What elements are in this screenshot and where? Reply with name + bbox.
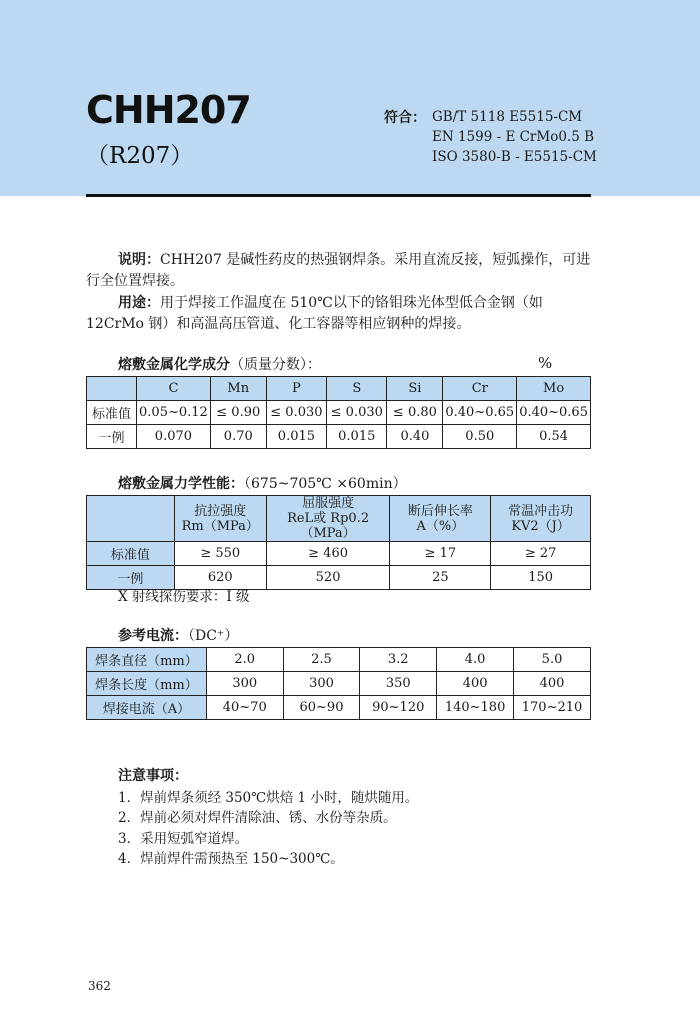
table-row [87, 401, 591, 425]
table-cell: ≥ 460 [266, 542, 390, 566]
table-cell: 0.40 [387, 425, 443, 449]
header-cell: Si [387, 377, 443, 401]
row-header: 焊条长度（mm） [87, 672, 207, 696]
header-line: 断后伸长率 [407, 503, 473, 519]
header-cell [87, 496, 175, 542]
table-cell: 0.50 [443, 425, 517, 449]
current-title [118, 625, 238, 645]
standard-item: GB/T 5118 E5515-CM [432, 109, 583, 125]
mechanical-table [86, 495, 591, 590]
row-header: 标准值 [87, 542, 175, 566]
header-line: Rm（MPa） [181, 518, 259, 534]
header-cell [266, 496, 390, 542]
table-row [87, 696, 591, 720]
product-alias: （R207） [86, 143, 194, 169]
table-cell: 25 [390, 566, 491, 590]
table-row [87, 425, 591, 449]
table-cell: ≤ 0.80 [387, 401, 443, 425]
page-number: 362 [88, 979, 111, 993]
header-line: 常温冲击功 [508, 503, 574, 519]
table-row [87, 672, 591, 696]
header-line: A（%） [416, 518, 465, 534]
table-cell: 40~70 [206, 696, 283, 720]
row-header: 焊接电流（A） [87, 696, 207, 720]
current-label: 参考电流： [118, 628, 188, 644]
chemistry-table [86, 376, 591, 449]
table-row [87, 542, 591, 566]
table-cell: 520 [266, 566, 390, 590]
description-label: 说明： [118, 252, 160, 268]
table-cell: ≤ 0.90 [210, 401, 266, 425]
header-line: KV2（J） [511, 518, 570, 534]
table-cell: 0.015 [266, 425, 326, 449]
table-cell: 300 [206, 672, 283, 696]
table-cell: 170~210 [514, 696, 591, 720]
table-header-row [87, 377, 591, 401]
notes-title: 注意事项： [118, 768, 188, 784]
table-cell: 0.70 [210, 425, 266, 449]
header-cell [491, 496, 591, 542]
description-text: CHH207 是碱性药皮的热强钢焊条。采用直流反接，短弧操作，可进行全位置焊接。 [86, 252, 591, 289]
header-rule [86, 194, 591, 197]
table-cell: 2.5 [283, 648, 360, 672]
row-header: 焊条直径（mm） [87, 648, 207, 672]
table-cell: 400 [437, 672, 514, 696]
header-cell: Cr [443, 377, 517, 401]
standard-item: ISO 3580-B - E5515-CM [432, 149, 597, 165]
table-cell: 620 [174, 566, 266, 590]
note-item: 2．焊前必须对焊件清除油、锈、水份等杂质。 [118, 810, 397, 826]
header-line: 抗拉强度 [194, 503, 247, 519]
header-cell: P [266, 377, 326, 401]
product-model: CHH207 [86, 88, 251, 132]
chemistry-suffix: （质量分数）： [230, 357, 321, 373]
table-cell: 350 [360, 672, 437, 696]
usage-text: 用于焊接工作温度在 510℃以下的铬钼珠光体型低合金钢（如 12CrMo 钢）和高温高压管道、化工容器等相应钢种的焊接。 [86, 295, 543, 332]
mechanical-suffix: （675~705℃ ×60min） [244, 476, 407, 492]
notes-section [118, 766, 418, 870]
current-table [86, 647, 591, 720]
description-paragraph [86, 250, 591, 292]
note-item: 1．焊前焊条须经 350℃烘焙 1 小时，随烘随用。 [118, 789, 419, 806]
table-row [87, 648, 591, 672]
mechanical-label: 熔敷金属力学性能： [118, 476, 244, 492]
standard-item: EN 1599 - E CrMo0.5 B [432, 129, 595, 145]
header-band [0, 0, 700, 196]
header-cell [390, 496, 491, 542]
standards-list [432, 107, 597, 167]
table-header-row [87, 496, 591, 542]
table-cell: 300 [283, 672, 360, 696]
table-cell: 0.40~0.65 [517, 401, 591, 425]
chemistry-label: 熔敷金属化学成分 [118, 357, 230, 373]
table-cell: 90~120 [360, 696, 437, 720]
row-header: 一例 [87, 425, 137, 449]
row-header: 一例 [87, 566, 175, 590]
table-cell: ≥ 550 [174, 542, 266, 566]
header-cell [174, 496, 266, 542]
table-cell: ≥ 27 [491, 542, 591, 566]
table-cell: 140~180 [437, 696, 514, 720]
table-cell: 4.0 [437, 648, 514, 672]
note-item: 4．焊前焊件需预热至 150~300℃。 [118, 851, 344, 867]
header-line: 屈服强度 [302, 496, 355, 511]
table-cell: 0.54 [517, 425, 591, 449]
row-header: 标准值 [87, 401, 137, 425]
header-cell [87, 377, 137, 401]
table-cell: 2.0 [206, 648, 283, 672]
header-line: ReL或 Rp0.2（MPa） [287, 511, 370, 541]
header-cell: Mn [210, 377, 266, 401]
mechanical-title [118, 473, 407, 493]
note-item: 3．采用短弧窄道焊。 [118, 830, 249, 847]
header-cell: C [137, 377, 211, 401]
table-cell: 0.40~0.65 [443, 401, 517, 425]
table-cell: ≥ 17 [390, 542, 491, 566]
table-cell: ≤ 0.030 [266, 401, 326, 425]
conform-label: 符合： [384, 110, 426, 126]
chemistry-title [118, 354, 321, 374]
table-cell: 3.2 [360, 648, 437, 672]
table-cell: ≤ 0.030 [327, 401, 387, 425]
usage-paragraph [86, 293, 591, 335]
current-suffix: （DC⁺） [188, 628, 239, 644]
table-cell: 5.0 [514, 648, 591, 672]
usage-label: 用途： [118, 295, 160, 311]
header-cell: Mo [517, 377, 591, 401]
table-cell: 0.05~0.12 [137, 401, 211, 425]
table-cell: 150 [491, 566, 591, 590]
header-cell: S [327, 377, 387, 401]
table-cell: 400 [514, 672, 591, 696]
xray-requirement: X 射线探伤要求：I 级 [118, 589, 250, 605]
table-cell: 0.015 [327, 425, 387, 449]
table-cell: 60~90 [283, 696, 360, 720]
table-cell: 0.070 [137, 425, 211, 449]
chemistry-unit: % [538, 354, 553, 372]
